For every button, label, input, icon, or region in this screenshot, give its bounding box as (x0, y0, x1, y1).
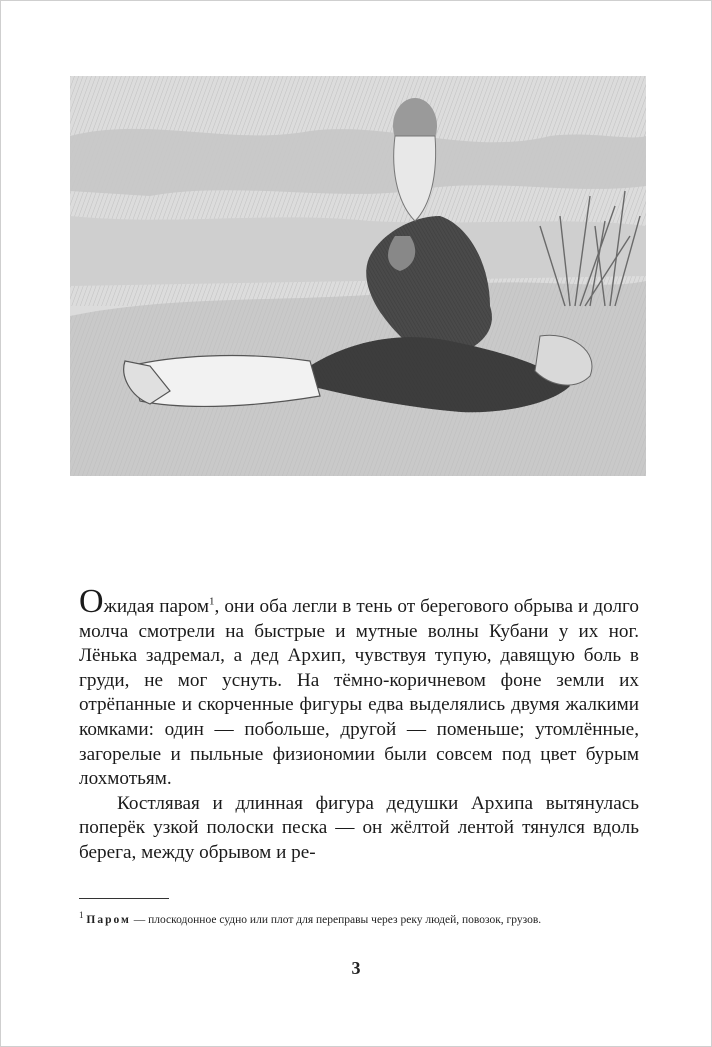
paragraph-1-start: жидая паром (103, 596, 209, 617)
main-text (79, 583, 640, 866)
paragraph-1-text: , они оба легли в тень от берегового обрыва и долго молча смотрели на быстрые и мутные волны Кубани у их ног. Лёнька задремал, а дед Архип, чувствуя тупую, давящую боль в груди, не мог уснуть. На тёмно-коричневом фоне земли их отрёпанные и скорченные фигуры едва выделялись двумя жалкими комками: один — побольше, другой — поменьше; утомлённые, загорелые и пыльные физиономии были совсем под цвет бурым лохмотьям. (79, 596, 640, 790)
footnote (79, 912, 639, 928)
drop-cap: О (79, 583, 104, 620)
page-number: 3 (351, 958, 361, 978)
footnote-definition: — плоскодонное судно или плот для переправы через реку людей, повозок, грузов. (130, 914, 542, 926)
paragraph-2: Костлявая и длинная фигура дедушки Архипа вытянулась поперёк узкой полоски песка — он жёлтой лентой тянулся вдоль берега, между обрывом и ре- (79, 792, 639, 863)
footnote-term: Паром (86, 914, 131, 926)
paragraph-1 (79, 583, 640, 792)
footnote-reference: 1 (209, 595, 215, 608)
illustration-old-man-and-boy (70, 76, 646, 476)
footnote-number: 1 (79, 910, 84, 921)
footnote-rule (79, 898, 169, 899)
